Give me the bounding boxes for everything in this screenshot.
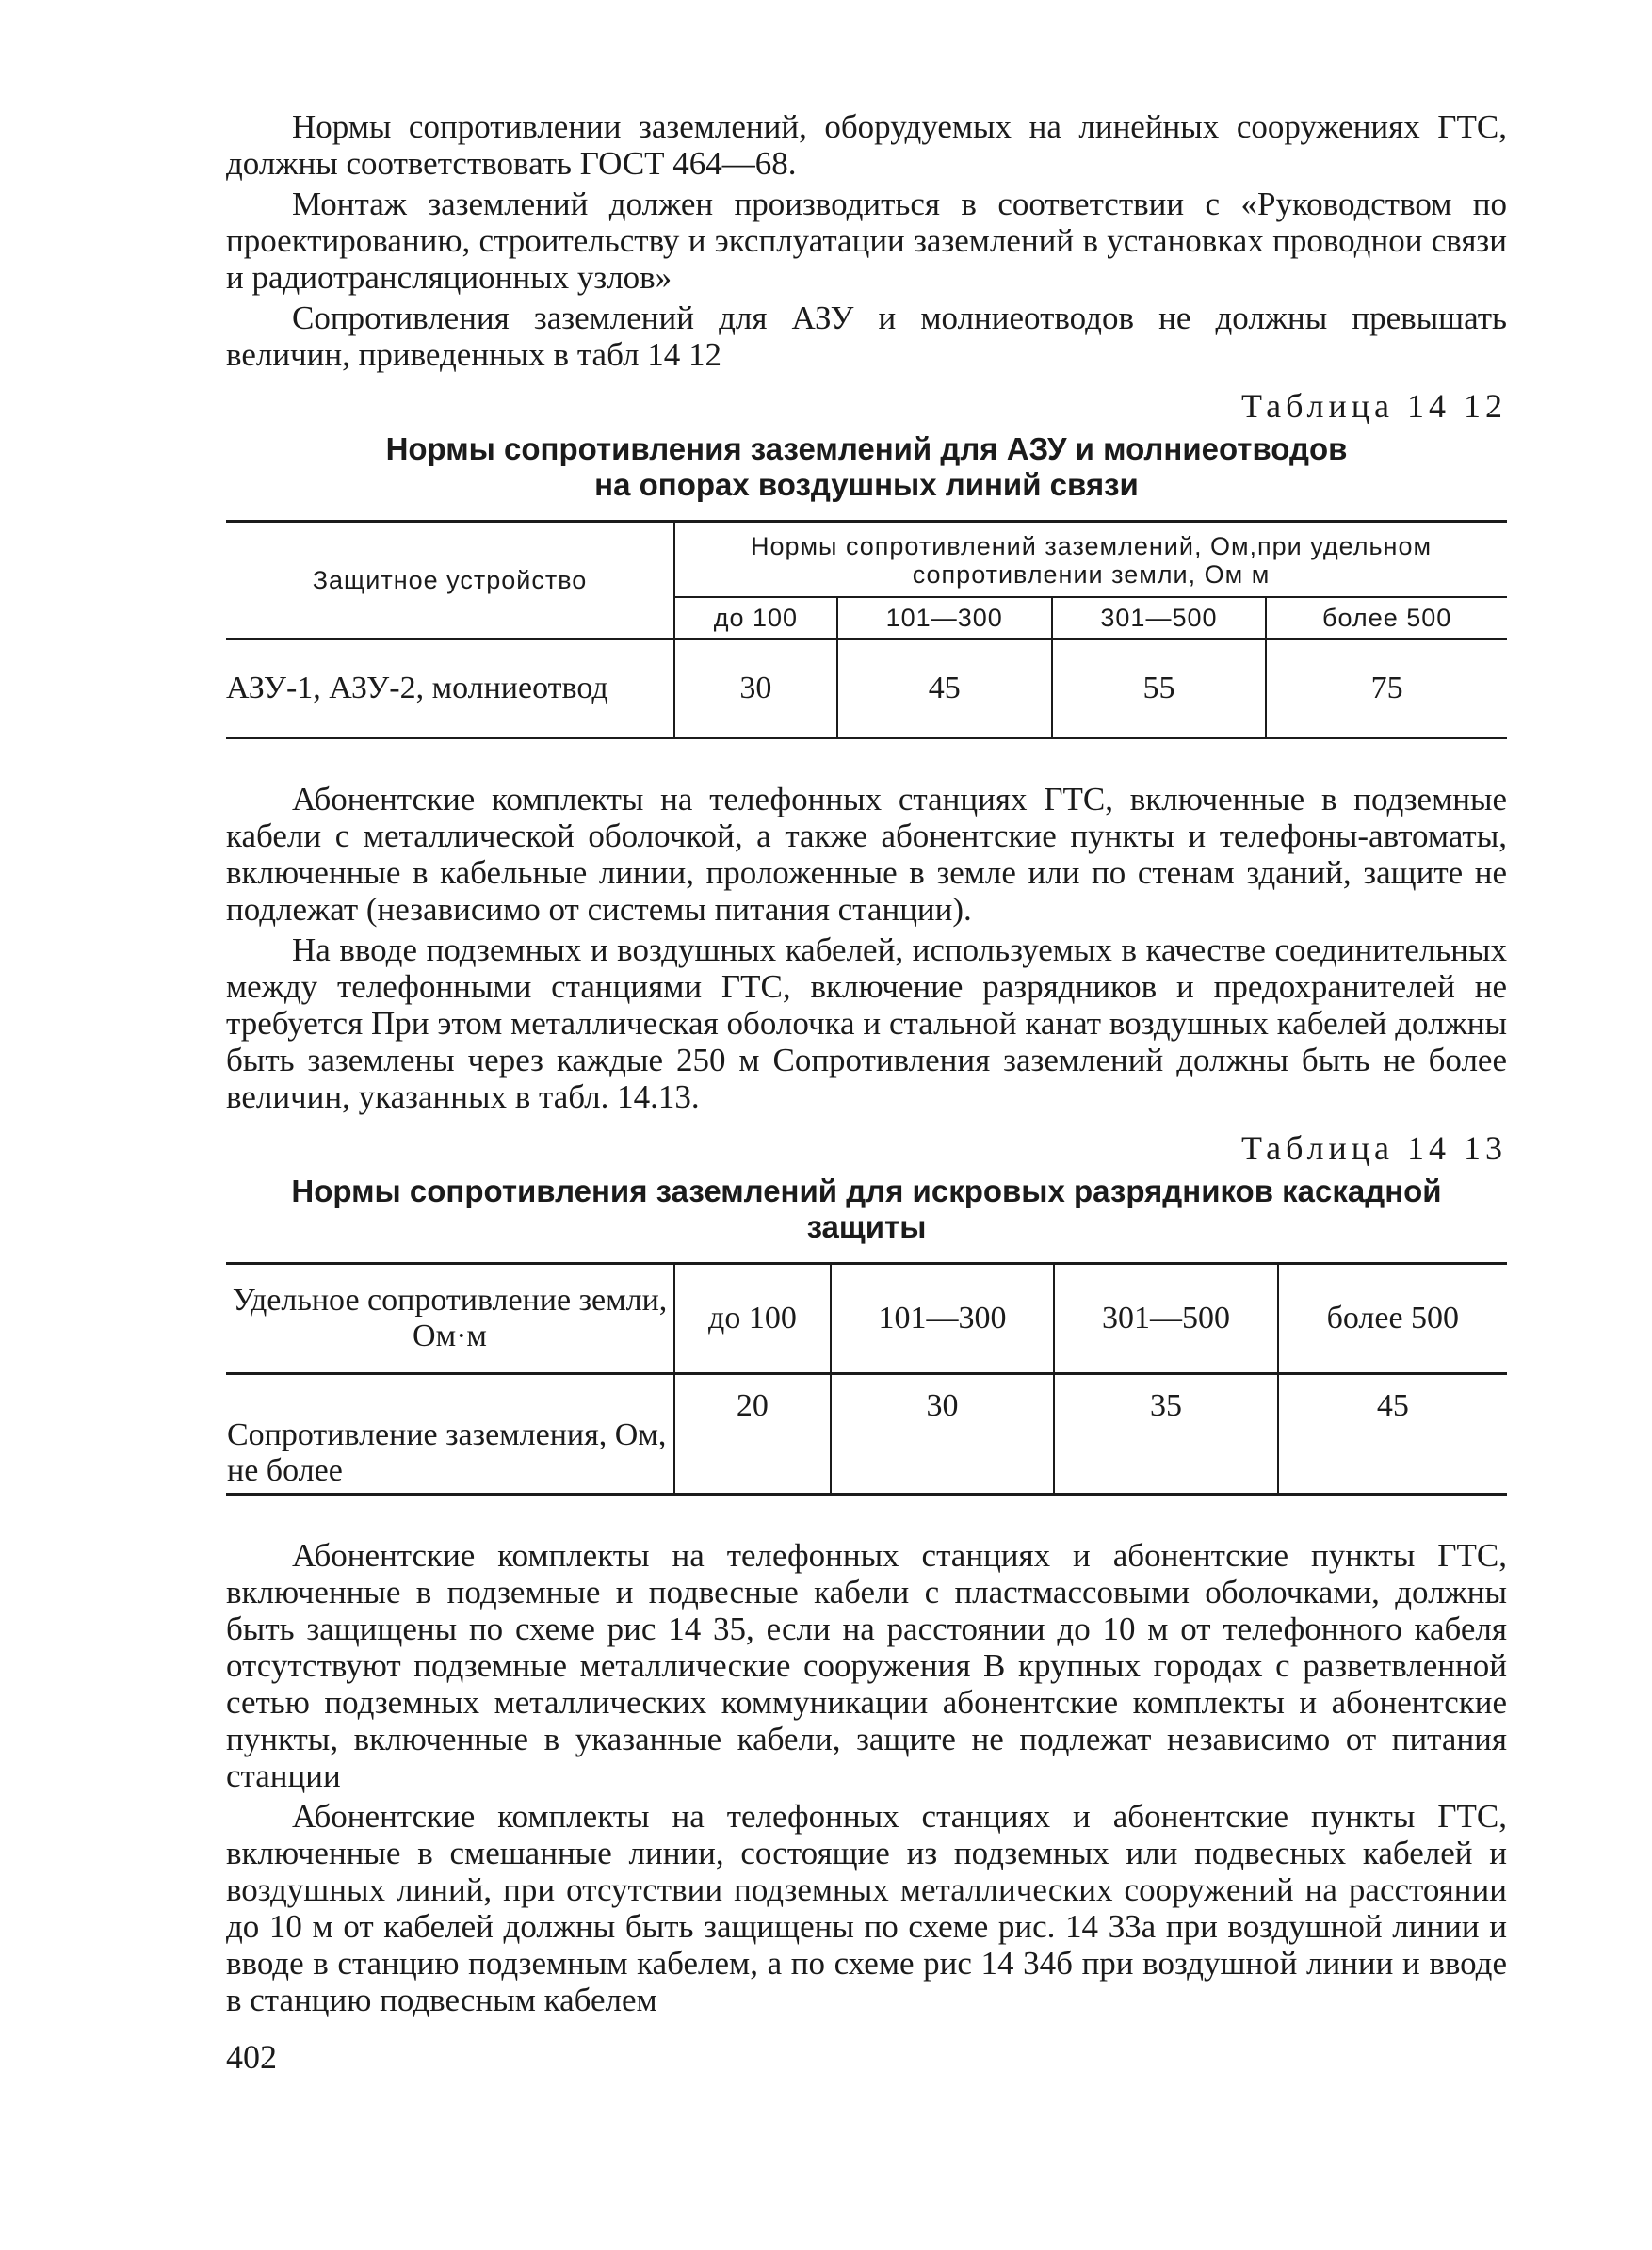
page-number: 402	[226, 2038, 277, 2076]
table-label: Таблица 14 12	[1241, 387, 1507, 425]
table-cell: 301—500	[1054, 1264, 1277, 1374]
table-title-line: на опорах воздушных линий связи	[594, 467, 1139, 502]
table-cell: 20	[674, 1374, 831, 1495]
paragraph: Монтаж заземлений должен производиться в соответствии с «Руководством по проектированию, строительству и эксплуатации заземлений в установках проводнои связи и радиотрансляционных узлов»	[226, 186, 1507, 296]
column-header-range: до 100	[674, 597, 837, 639]
column-header-range: более 500	[1266, 597, 1507, 639]
table-title-line: защиты	[806, 1209, 927, 1244]
table-title	[226, 431, 1507, 503]
paragraph: Сопротивления заземлений для АЗУ и молниеотводов не должны превышать величин, приведенных в табл 14 12	[226, 299, 1507, 373]
table-row	[226, 1374, 1507, 1495]
grounding-norms-table-2	[226, 1262, 1507, 1496]
text-column	[226, 108, 1507, 2077]
table-cell: до 100	[674, 1264, 831, 1374]
paragraph: Нормы сопротивлении заземлений, оборудуемых на линейных сооружениях ГТС, должны соответствовать ГОСТ 464—68.	[226, 108, 1507, 182]
table-title	[226, 1174, 1507, 1245]
table-cell: 55	[1052, 639, 1267, 738]
column-header-range: 301—500	[1052, 597, 1267, 639]
column-header-norm: Нормы сопротивлений заземлений, Ом,при удельном сопротивлении земли, Ом м	[674, 522, 1507, 598]
table-row	[226, 1264, 1507, 1374]
table-cell: 30	[674, 639, 837, 738]
row-label: Удельное сопротивление земли, Ом·м	[226, 1264, 674, 1374]
table-cell: 45	[837, 639, 1052, 738]
table-cell: 45	[1278, 1374, 1507, 1495]
row-label: АЗУ-1, АЗУ-2, молниеотвод	[226, 639, 674, 738]
table-title-line: Нормы сопротивления заземлений для АЗУ и молниеотводов	[385, 431, 1348, 466]
paragraph: Абонентские комплекты на телефонных станциях и абонентские пункты ГТС, включенные в смешанные линии, состоящие из подземных или подвесных кабелей и воздушных линий, при отсутствии подземных металлических сооружений на расстоянии до 10 м от кабелей должны быть защищены по схеме рис. 14 33а при воздушной линии и вводе в станцию подземным кабелем, а по схеме рис 14 34б при воздушной линии и вводе в станцию подвесным кабелем	[226, 1798, 1507, 2018]
table-label: Таблица 14 13	[1241, 1129, 1507, 1167]
column-header-range: 101—300	[837, 597, 1052, 639]
table-title-line: Нормы сопротивления заземлений для искровых разрядников каскадной	[291, 1174, 1442, 1208]
paragraph: На вводе подземных и воздушных кабелей, используемых в качестве соединительных между телефонными станциями ГТС, включение разрядников и предохранителей не требуется При этом металлическая оболочка и стальной канат воздушных кабелей должны быть заземлены через каждые 250 м Сопротивления заземлений должны быть не более величин, указанных в табл. 14.13.	[226, 931, 1507, 1115]
grounding-norms-table-1	[226, 520, 1507, 739]
row-label: Сопротивление заземления, Ом, не более	[227, 1417, 667, 1488]
table-cell: более 500	[1278, 1264, 1507, 1374]
table-row	[226, 639, 1507, 738]
table-cell: 30	[831, 1374, 1054, 1495]
table-cell: 75	[1266, 639, 1507, 738]
paragraph: Абонентские комплекты на телефонных станциях ГТС, включенные в подземные кабели с металлической оболочкой, а также абонентские пункты и телефоны-автоматы, включенные в кабельные линии, проложенные в земле или по стенам зданий, защите не подлежат (независимо от системы питания станции).	[226, 781, 1507, 928]
column-header-device: Защитное устройство	[226, 522, 674, 639]
table-cell: 101—300	[831, 1264, 1054, 1374]
table-cell: 35	[1054, 1374, 1277, 1495]
paragraph: Абонентские комплекты на телефонных станциях и абонентские пункты ГТС, включенные в подземные и подвесные кабели с пластмассовыми оболочками, должны быть защищены по схеме рис 14 35, если на расстоянии до 10 м от телефонного кабеля отсутствуют подземные металлические сооружения В крупных городах с разветвленной сетью подземных металлических коммуникации абонентские комплекты и абонентские пункты, включенные в указанные кабели, защите не подлежат независимо от питания станции	[226, 1537, 1507, 1794]
